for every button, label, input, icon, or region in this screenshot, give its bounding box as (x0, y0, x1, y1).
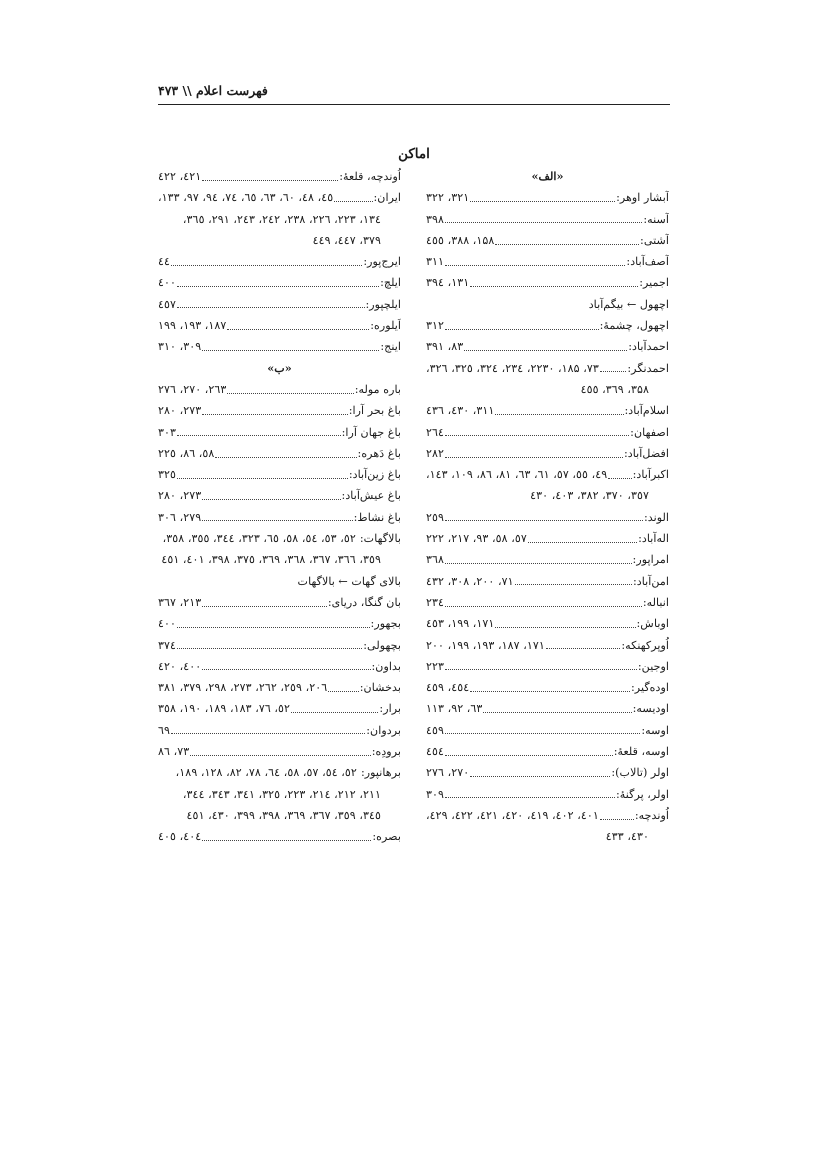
entry-term: اسلام‌آباد: (624, 404, 669, 418)
index-entry (426, 635, 669, 656)
index-entry (426, 762, 669, 783)
dot-leader (528, 541, 637, 543)
index-entry (158, 613, 401, 634)
entry-term: بدخشان: (359, 681, 401, 695)
entry-term: آشتی: (640, 233, 669, 247)
entry-term: اُوپرکهنکه: (621, 638, 669, 652)
entry-page-refs: ٤٥۷ (158, 297, 177, 311)
entry-page-refs: ٤۰۰ (158, 276, 177, 290)
index-entry (426, 400, 669, 421)
index-entry (158, 422, 401, 443)
entry-page-refs: ۲٥۹ (426, 510, 445, 524)
entry-page-refs: ۳۱۲ (426, 319, 445, 333)
dot-leader (177, 647, 362, 649)
entry-term: بصره: (372, 830, 401, 844)
index-entry (158, 294, 401, 315)
entry-term: ایران: (373, 191, 401, 205)
entry-term: اوسه: (641, 723, 669, 737)
entry-term: ایلچپور: (365, 297, 401, 311)
dot-leader (177, 626, 370, 628)
entry-page-refs: ۳۲۱، ۳۲۲ (426, 191, 470, 205)
index-entry (158, 336, 401, 357)
entry-page-refs: ۲٦۳، ۲۷۰، ۲۷٦ (158, 382, 227, 396)
entry-term: اولر، پرگنهٔ: (615, 787, 669, 801)
index-entry (426, 571, 669, 592)
entry-term: اَیلوره: (370, 319, 401, 333)
index-entry (158, 698, 401, 719)
entry-term: اوده‌گیر: (631, 681, 669, 695)
index-entry (158, 635, 401, 656)
entry-page-refs: ٤٤ (158, 255, 171, 269)
entry-page-refs: ۳۲٥ (158, 468, 177, 482)
entry-page-refs: ۷۳، ۸٦ (158, 745, 190, 759)
index-entry (426, 272, 669, 293)
entry-page-refs: ۲۷۳، ۲۸۰ (158, 404, 202, 418)
entry-term: اکبرآباد: (632, 468, 669, 482)
entry-page-refs: ۲۰٦، ۲٥۹، ۲٦۲، ۲۷۳، ۲۹۸، ۳۷۹، ۳۸۱ (158, 681, 328, 695)
entry-term: باغ دَهره: (357, 446, 401, 460)
dot-leader (470, 285, 638, 287)
dot-leader (445, 328, 599, 330)
dot-leader (291, 711, 378, 713)
entry-page-refs: ٥۷، ٥۸، ۹۳، ۲۱۷، ۲۲۲ (426, 532, 527, 546)
entry-page-refs: ۳۰۹، ۳۱۰ (158, 340, 202, 354)
dot-leader (171, 264, 362, 266)
index-column-right (426, 166, 669, 848)
dot-leader (470, 690, 630, 692)
index-entry (426, 528, 669, 549)
entry-page-refs: ۸۳، ۳۹۱ (426, 340, 464, 354)
entry-term: آسنه: (643, 212, 669, 226)
index-entry (426, 315, 669, 336)
entry-page-refs: ٤۰۰ (158, 617, 177, 631)
entry-term: ایرج‌پور: (363, 255, 401, 269)
entry-term: بداون: (371, 659, 401, 673)
index-entry (158, 443, 401, 464)
dot-leader (202, 179, 338, 181)
entry-term: اینج: (380, 340, 401, 354)
index-entry (158, 485, 401, 506)
dot-leader (608, 477, 631, 479)
dot-leader (215, 456, 356, 458)
dot-leader (445, 519, 643, 521)
dot-leader (445, 732, 640, 734)
index-entry (426, 805, 669, 826)
entry-continuation: ۲۱۱، ۲۱۲، ۲۱٤، ۲۲۳، ۳۲٥، ۳٤۱، ۳٤۳، ۳٤٤، (182, 787, 381, 801)
entry-page-refs: ۳۷٤ (158, 638, 177, 652)
dot-leader (445, 434, 629, 436)
entry-page-refs: ٤۰٤، ٤۰٥ (158, 830, 202, 844)
entry-term: باغ عیش‌آباد: (341, 489, 401, 503)
dot-leader (171, 732, 365, 734)
entry-page-refs: ۲۸۲ (426, 446, 445, 460)
entry-page-refs: ٥۸، ۸٦، ۲۲٥ (158, 446, 215, 460)
entry-page-refs: ۷۳، ۱۸۵، ۲۲۳۰، ۲۳٤، ۳۲٤، ۳۲٥، ۳۲٦، (426, 361, 599, 375)
entry-term: اوسه، قلعهٔ: (613, 745, 669, 759)
entry-page-refs: ۳۹۸ (426, 212, 445, 226)
entry-term: برهانپور: (360, 766, 401, 780)
entry-page-refs: ٤۹، ٥٥، ٥۷، ٦۱، ٦۳، ۸۱، ۸٦، ۱۰۹، ۱٤۳، (426, 468, 608, 482)
entry-page-refs: ۱۳۱، ۳۹٤ (426, 276, 470, 290)
entry-continuation: ۳٤٥، ۳٥۹، ۳٦۷، ۳٦۹، ۳۹۸، ۳۹۹، ٤۳۰، ٤٥۱ (186, 808, 381, 822)
entry-page-refs: ٦۳، ۹۲، ۱۱۳ (426, 702, 483, 716)
entry-term: بالاگهات: (359, 532, 401, 546)
entry-page-refs: ۱۵۸، ۳۸۸، ٤٥٥ (426, 233, 495, 247)
entry-term: احمدآباد: (628, 340, 669, 354)
dot-leader (464, 349, 627, 351)
dot-leader (202, 668, 370, 670)
dot-leader (495, 243, 639, 245)
entry-term: الوند: (643, 510, 669, 524)
index-entry (158, 272, 401, 293)
entry-term: باره موله: (354, 382, 401, 396)
entry-term: اله‌آباد: (638, 532, 669, 546)
dot-leader (600, 370, 627, 372)
entry-term: آبشار اوهر: (616, 191, 669, 205)
letter-heading: «ب» (267, 360, 292, 375)
dot-leader (470, 200, 615, 202)
dot-leader (190, 754, 370, 756)
index-entry (426, 209, 669, 230)
index-entry (158, 677, 401, 698)
dot-leader (177, 477, 348, 479)
index-entry (158, 507, 401, 528)
dot-leader (483, 711, 631, 713)
entry-page-refs: ٤٥۹ (426, 723, 445, 737)
entry-page-refs: ٥۲، ٥۳، ٥٤، ٥۸، ٦٥، ۳۲۳، ۳٤٤، ۳٥٥، ۳٥۸، (162, 532, 356, 546)
dot-leader (495, 413, 623, 415)
entry-continuation: ۳٥۹، ۳٦٦، ۳٦۷، ۳٦۸، ۳٦۹، ۳۷٥، ۳۹۸، ٤۰۱، ٤٥۱ (161, 553, 381, 567)
index-entry (426, 677, 669, 698)
index-column-left (158, 166, 401, 848)
dot-leader (546, 647, 621, 649)
index-entry (158, 166, 401, 187)
entry-term: بان گنگا، دریای: (327, 595, 401, 609)
running-head (158, 82, 670, 105)
entry-term: امن‌آباد: (633, 574, 669, 588)
entry-continuation: ٤۳۰، ٤۳۳ (605, 830, 649, 844)
index-entry (426, 656, 669, 677)
index-entry (158, 400, 401, 421)
index-entry (426, 741, 669, 762)
dot-leader (445, 456, 623, 458)
dot-leader (227, 328, 369, 330)
index-entry (158, 464, 401, 485)
dot-leader (177, 434, 341, 436)
entry-page-refs: ٤۰۱، ٤۰۲، ٤۱۹، ٤۲۰، ٤۲۱، ٤۲۲، ٤۲۹، (426, 808, 599, 822)
index-entry (426, 592, 669, 613)
dot-leader (202, 839, 371, 841)
entry-page-refs: ٤٥٤ (426, 745, 445, 759)
index-entry (426, 336, 669, 357)
dot-leader (445, 605, 642, 607)
index-entry (426, 549, 669, 570)
index-entry (158, 528, 401, 549)
entry-page-refs: ۳۰۳ (158, 425, 177, 439)
entry-term: بجهور: (370, 617, 401, 631)
dot-leader (202, 605, 327, 607)
index-entry (426, 784, 669, 805)
entry-term: اُوندچه، قلعهٔ: (339, 170, 401, 183)
entry-term: برودِه: (371, 745, 401, 759)
index-entry (426, 230, 669, 251)
dot-leader (445, 668, 637, 670)
entry-page-refs: ۳۰۹ (426, 787, 445, 801)
section-title: اماکن (398, 146, 430, 162)
index-entry (158, 720, 401, 741)
entry-page-refs: ٤۲۱، ٤۲۲ (158, 170, 202, 183)
entry-term: اچهول، چشمهٔ: (599, 319, 669, 333)
index-entry (158, 656, 401, 677)
index-entry (158, 379, 401, 400)
entry-term: باغ نشاط: (353, 510, 401, 524)
dot-leader (495, 626, 635, 628)
entry-term: اودیسه: (632, 702, 669, 716)
entry-page-refs: ٤۰۰، ٤۲۰ (158, 659, 202, 673)
letter-heading: «الف» (531, 169, 564, 183)
entry-page-refs: ٦۹ (158, 723, 171, 737)
index-entry (158, 251, 401, 272)
index-entry (426, 720, 669, 741)
dot-leader (202, 413, 348, 415)
entry-page-refs: ۳۱۱ (426, 255, 445, 269)
dot-leader (445, 796, 615, 798)
entry-page-refs: ۱۷۱، ۱۸۷، ۱۹۳، ۱۹۹، ۲۰۰ (426, 638, 545, 652)
entry-page-refs: ۲۷۰، ۲۷٦ (426, 766, 470, 780)
entry-continuation: ۳۵۸، ۳٦۹، ٤٥٥ (580, 382, 649, 396)
entry-page-refs: ۲۷۹، ۳۰٦ (158, 510, 202, 524)
entry-term: اوجین: (637, 659, 669, 673)
entry-page-refs: ۳۱۱، ٤۳۰، ٤۳٦ (426, 404, 495, 418)
entry-term: ایلچ: (380, 276, 401, 290)
entry-continuation: ۳۷۹، ٤٤۷، ٤٤۹ (312, 233, 381, 247)
dot-leader (177, 306, 364, 308)
dot-leader (227, 392, 353, 394)
index-entry (158, 592, 401, 613)
dot-leader (445, 264, 625, 266)
entry-page-refs: ۲۲۳ (426, 659, 445, 673)
entry-page-refs: ۲۳٤ (426, 595, 445, 609)
entry-term: اجمیر: (639, 276, 669, 290)
entry-term: اصفهان: (630, 425, 669, 439)
dot-leader (445, 562, 632, 564)
index-entry (158, 741, 401, 762)
index-entry (426, 464, 669, 485)
index-entry (426, 422, 669, 443)
entry-page-refs: ۱۸۷، ۱۹۳، ۱۹۹ (158, 319, 227, 333)
index-entry (158, 315, 401, 336)
entry-term: انباله: (642, 595, 669, 609)
index-entry (426, 187, 669, 208)
entry-term: افضل‌آباد: (623, 446, 669, 460)
entry-term: بچهولی: (363, 638, 401, 652)
dot-leader (600, 818, 634, 820)
entry-continuation: ۱۳٤، ۲۲۳، ۲۲٦، ۲۳۸، ۲٤۲، ۲٤۳، ۲۹۱، ۳٦٥، (182, 212, 381, 226)
entry-page-refs: ۷۱، ۲۰۰، ۳۰۸، ٤۳۲ (426, 574, 514, 588)
dot-leader (470, 775, 610, 777)
dot-leader (334, 200, 372, 202)
entry-term: احمدنگر: (627, 361, 669, 375)
entry-page-refs: ٥۲، ٥٤، ٥۷، ٥۸، ٦٤، ۷۸، ۸۲، ۱۲۸، ۱۸۹، (175, 766, 357, 780)
index-entry (426, 358, 669, 379)
index-entry (426, 507, 669, 528)
cross-reference: بالای گهات ← بالاگهات (297, 574, 401, 588)
index-entry (426, 613, 669, 634)
index-entry (158, 187, 401, 208)
entry-term: اولر (تالاب): (611, 766, 669, 780)
entry-page-refs: ٥۲، ۷٦، ۱۸۳، ۱۸۹، ۱۹۰، ۳٥۸ (158, 702, 291, 716)
index-entry (426, 251, 669, 272)
cross-reference: اچهول ← بیگم‌آباد (588, 297, 669, 311)
entry-page-refs: ۲۱۳، ۳٦۷ (158, 595, 202, 609)
running-head-text: فهرست اعلام \\ ۴۷۳ (158, 83, 268, 98)
entry-page-refs: ۱۷۱، ۱۹۹، ٤٥۳ (426, 617, 495, 631)
entry-term: اوباش: (636, 617, 669, 631)
entry-term: آصف‌آباد: (626, 255, 669, 269)
entry-continuation: ۳٥۷، ۳۷۰، ۳۸۲، ٤۰۳، ٤۳۰ (530, 489, 649, 503)
entry-term: باغ جهان آرا: (341, 425, 401, 439)
entry-page-refs: ۲۷۳، ۲۸۰ (158, 489, 202, 503)
entry-page-refs: ۲٦٤ (426, 425, 445, 439)
entry-term: اُوندچه: (634, 808, 669, 822)
entry-term: باغ بحر آرا: (348, 404, 401, 418)
dot-leader (202, 519, 352, 521)
index-entry (426, 443, 669, 464)
entry-term: امراپور: (632, 553, 669, 567)
index-entry (158, 762, 401, 783)
entry-term: باغ زین‌آباد: (348, 468, 401, 482)
entry-term: برار: (379, 702, 401, 716)
entry-term: بردوان: (366, 723, 401, 737)
dot-leader (445, 221, 642, 223)
index-entry (158, 826, 401, 847)
entry-page-refs: ٤٥، ٤۸، ٦۰، ٦۳، ٦٥، ۷٤، ۹٤، ۹۷، ۱۳۳، (158, 191, 334, 205)
dot-leader (445, 754, 613, 756)
dot-leader (177, 285, 379, 287)
index-entry (426, 698, 669, 719)
dot-leader (202, 498, 340, 500)
entry-page-refs: ٤٥٤، ٤٥۹ (426, 681, 470, 695)
dot-leader (515, 583, 632, 585)
entry-page-refs: ۳٦۸ (426, 553, 445, 567)
dot-leader (328, 690, 358, 692)
dot-leader (202, 349, 379, 351)
